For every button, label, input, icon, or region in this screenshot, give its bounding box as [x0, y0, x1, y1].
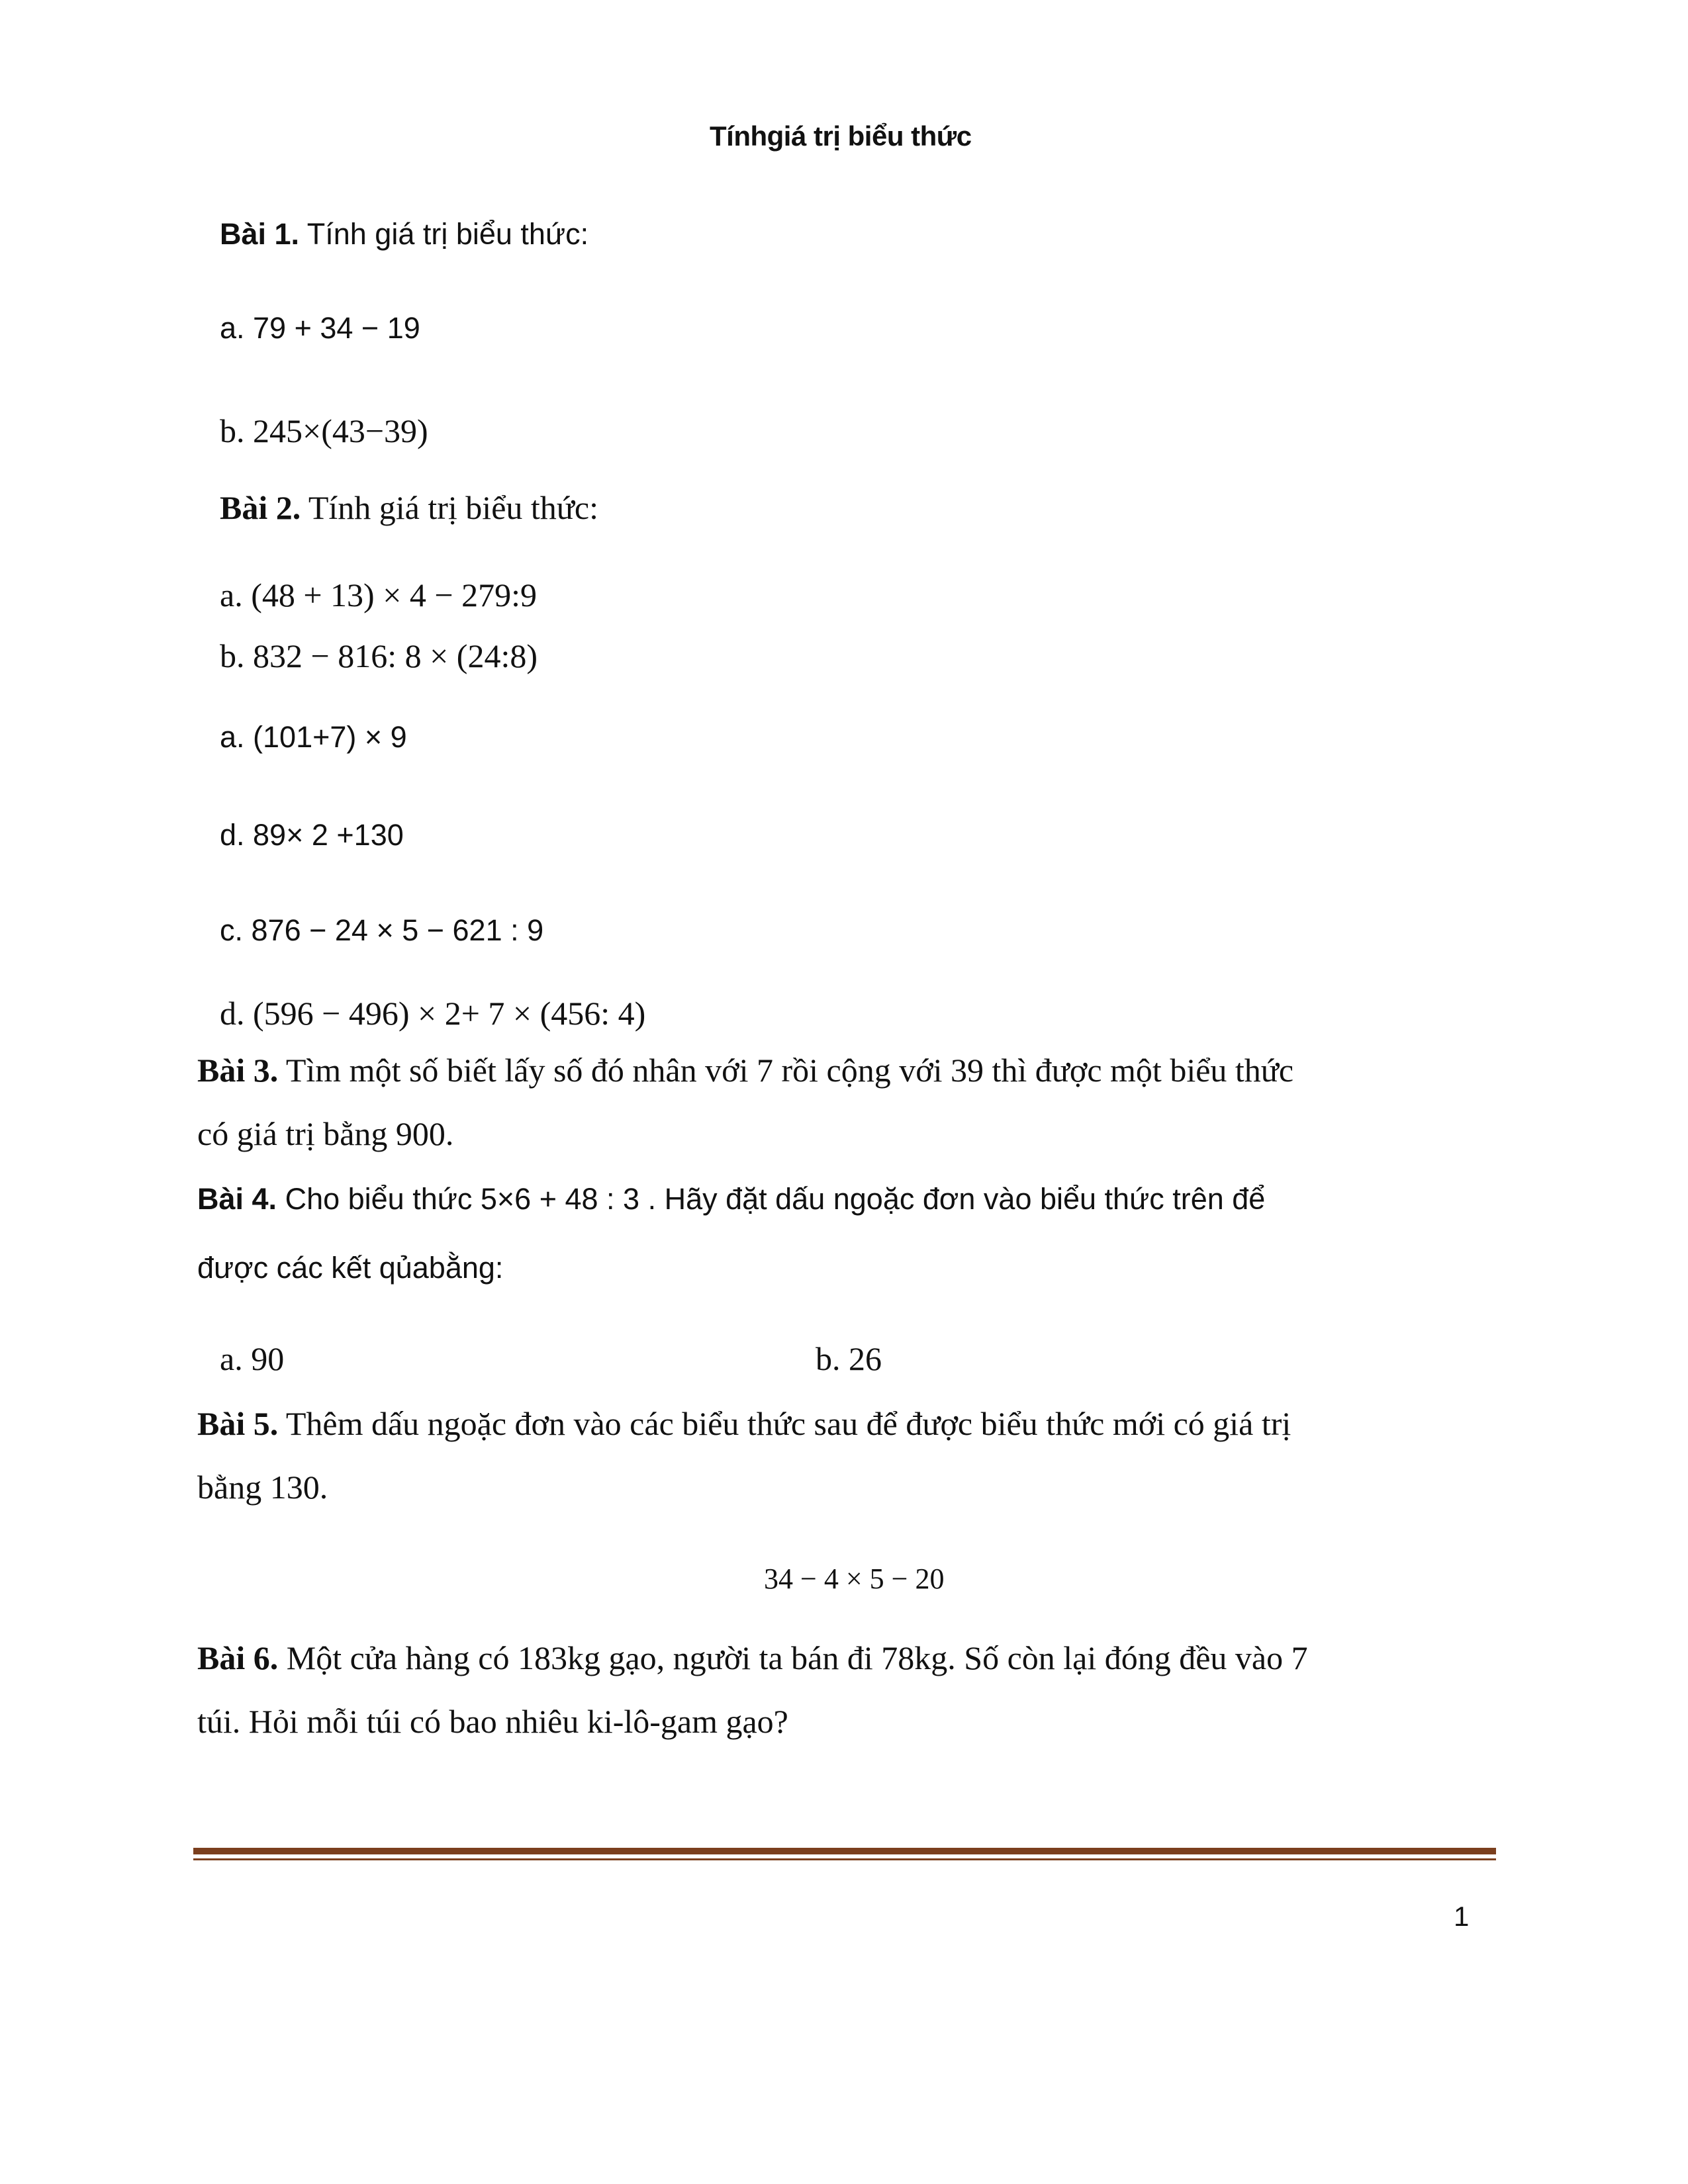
item-expression: (101+7) × 9	[244, 720, 407, 754]
bai1-heading	[220, 217, 588, 251]
bai3-text: Tìm một số biết lấy số đó nhân với 7 rồi cộng với 39 thì được một biểu thức	[278, 1052, 1294, 1089]
bai3-line-1	[197, 1051, 1293, 1089]
item-expression: 79 + 34 − 19	[244, 311, 420, 345]
item-prefix: d.	[220, 995, 245, 1032]
bai4-option-a: a. 90	[220, 1340, 285, 1377]
bai5-text: Thêm dấu ngoặc đơn vào các biểu thức sau để được biểu thức mới có giá trị	[278, 1405, 1291, 1442]
bai3-line-2: có giá trị bằng 900.	[197, 1115, 454, 1152]
item-expression: (48 + 13) × 4 − 279:9	[242, 576, 537, 614]
bai5-label: Bài 5.	[197, 1405, 279, 1442]
bai4-option-b: b. 26	[816, 1340, 882, 1377]
bai2-item-4	[220, 818, 404, 852]
bai2-item-1	[220, 576, 537, 614]
bai6-label: Bài 6.	[197, 1639, 279, 1676]
bai1-prompt: Tính giá trị biểu thức:	[299, 217, 589, 251]
bai2-item-5	[220, 913, 543, 948]
bai1-item-a	[220, 311, 420, 345]
item-prefix: a.	[220, 720, 245, 754]
item-expression: 876 − 24 × 5 − 621 : 9	[243, 913, 544, 947]
bai3-label: Bài 3.	[197, 1052, 279, 1089]
bai5-line-2: bằng 130.	[197, 1469, 328, 1506]
page-number: 1	[1454, 1901, 1470, 1932]
bai2-item-2	[220, 637, 538, 675]
bai5-line-1	[197, 1404, 1291, 1443]
bai2-label: Bài 2.	[220, 489, 301, 526]
page-title: Tínhgiá trị biểu thức	[710, 120, 972, 152]
bai2-heading	[220, 488, 598, 527]
bai4-label: Bài 4.	[197, 1182, 277, 1216]
bai2-item-6	[220, 994, 645, 1032]
item-prefix: a.	[220, 311, 245, 345]
bai1-label: Bài 1.	[220, 217, 300, 251]
bai4-line-1	[197, 1182, 1265, 1216]
item-expression: 832 − 816: 8 × (24:8)	[244, 637, 538, 674]
item-prefix: b.	[220, 637, 245, 674]
bai1-item-b	[220, 412, 428, 450]
bai4-text: Cho biểu thức 5×6 + 48 : 3 . Hãy đặt dấu ngoặc đơn vào biểu thức trên để	[277, 1182, 1266, 1216]
bai2-item-3	[220, 720, 407, 754]
item-prefix: c.	[220, 913, 244, 947]
item-expression: (596 − 496) × 2+ 7 × (456: 4)	[244, 995, 646, 1032]
bai4-line-2: được các kết qủabằng:	[197, 1251, 504, 1285]
item-prefix: b.	[220, 412, 245, 449]
item-expression: 89× 2 +130	[244, 818, 404, 852]
bai6-text: Một cửa hàng có 183kg gạo, người ta bán đi 78kg. Số còn lại đóng đều vào 7	[278, 1639, 1308, 1676]
item-prefix: a.	[220, 576, 243, 614]
bai6-line-1	[197, 1639, 1308, 1677]
footer-rule	[193, 1848, 1496, 1854]
bai5-expression: 34 − 4 × 5 − 20	[764, 1563, 945, 1595]
item-prefix: d.	[220, 818, 245, 852]
bai2-prompt: Tính giá trị biểu thức:	[301, 489, 598, 526]
bai6-line-2: túi. Hỏi mỗi túi có bao nhiêu ki-lô-gam gạo?	[197, 1703, 788, 1740]
item-expression: 245×(43−39)	[244, 412, 428, 449]
footer-rule-thin	[193, 1858, 1496, 1860]
